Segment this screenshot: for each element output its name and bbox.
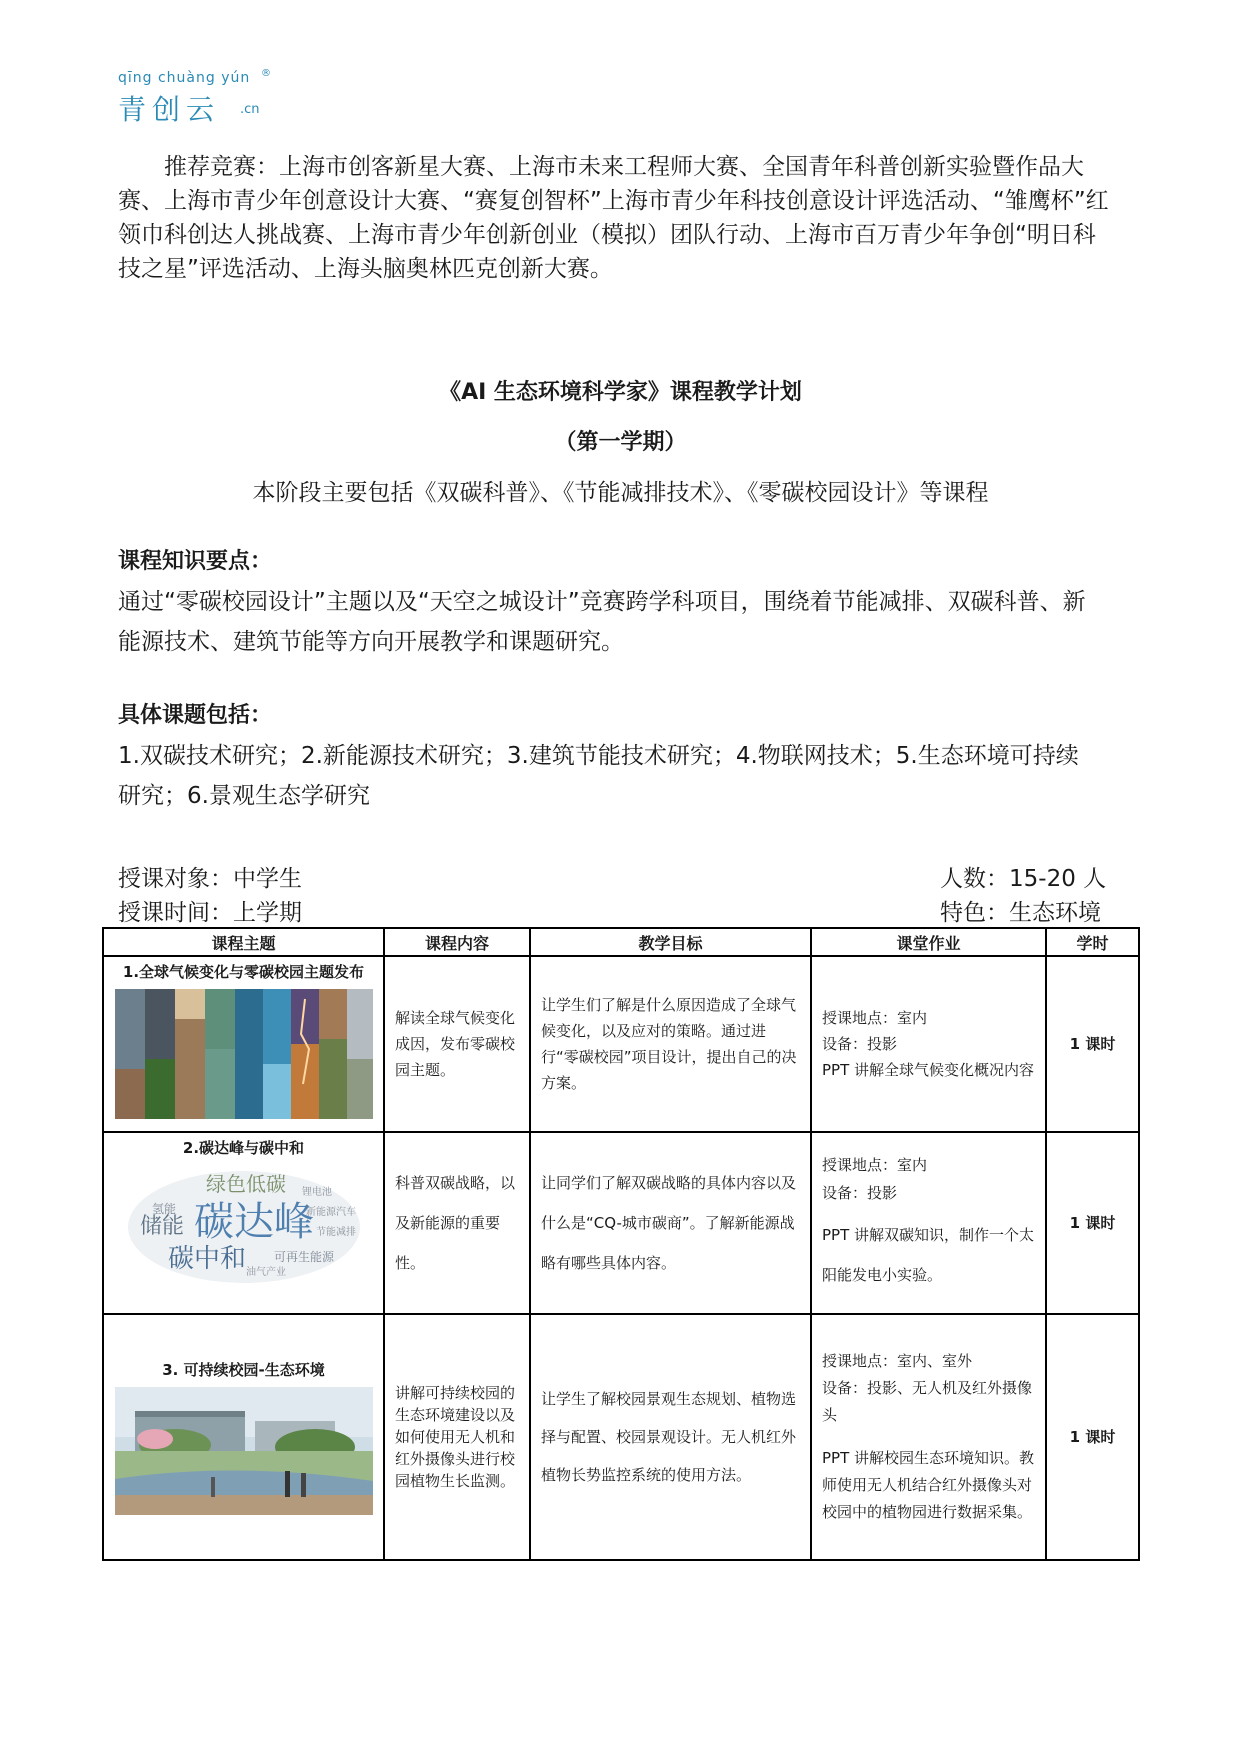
table-row (103, 956, 1139, 1132)
homework-line: PPT 讲解全球气候变化概况内容 (822, 1061, 1035, 1079)
header-content: 课程内容 (384, 928, 530, 956)
wordcloud-big: 碳达峰 (193, 1199, 314, 1245)
count-label: 人数：15-20 人 (940, 866, 1107, 892)
wordcloud-small: 新能源汽车 (305, 1207, 356, 1218)
homework-line: 授课地点：室内 (822, 1156, 928, 1174)
homework-line: 授课地点：室内 (822, 1009, 928, 1027)
header-hours: 学时 (1046, 928, 1139, 956)
table-header-row (103, 928, 1139, 956)
wordcloud-small: 氢能 (151, 1202, 176, 1216)
course-plan-table (102, 927, 1140, 1561)
row-homework (811, 956, 1046, 1132)
header-topic: 课程主题 (103, 928, 384, 956)
climate-collage-image (115, 989, 373, 1119)
wordcloud-mid2: 绿色低碳 (205, 1172, 286, 1196)
wordcloud-small: 可再生能源 (273, 1250, 334, 1264)
header-goal: 教学目标 (530, 928, 811, 956)
row-content: 科普双碳战略，以及新能源的重要性。 (384, 1132, 530, 1314)
homework-line: 设备：投影 (822, 1035, 898, 1053)
row-hours: 1 课时 (1046, 1132, 1139, 1314)
table-row (103, 1132, 1139, 1314)
row-homework (811, 1314, 1046, 1560)
row-hours: 1 课时 (1046, 956, 1139, 1132)
homework-line: 设备：投影 (822, 1184, 898, 1202)
wordcloud-small: 油气产业 (245, 1267, 286, 1278)
homework-line: 设备：投影、无人机及红外摄像头 (822, 1379, 1033, 1424)
audience-label: 授课对象：中学生 (118, 866, 302, 892)
feature-label: 特色：生态环境 (940, 900, 1101, 926)
row-content: 讲解可持续校园的生态环境建设以及如何使用无人机和红外摄像头进行校园植物生长监测。 (384, 1314, 530, 1560)
homework-line: PPT 讲解双碳知识，制作一个太阳能发电小实验。 (822, 1226, 1035, 1284)
table-row (103, 1314, 1139, 1560)
logo-text: 青创云 (118, 93, 221, 126)
wordcloud-mid1: 碳中和 (167, 1244, 246, 1274)
wordcloud-mid3: 储能 (139, 1214, 184, 1239)
page-title: 《AI 生态环境科学家》课程教学计划 (439, 380, 802, 405)
logo-registered-mark: ® (261, 68, 271, 79)
carbon-word-cloud-image (126, 1165, 362, 1285)
row-goal: 让学生们了解是什么原因造成了全球气候变化，以及应对的策略。通过进行“零碳校园”项目设计，提出自己的决方案。 (530, 956, 811, 1132)
homework-line: 授课地点：室内、室外 (822, 1352, 973, 1370)
topics-text: 1.双碳技术研究；2.新能源技术研究；3.建筑节能技术研究；4.物联网技术；5.生态环境可持续研究；6.景观生态学研究 (118, 743, 1079, 809)
brand-logo (118, 70, 278, 130)
homework-line: PPT 讲解校园生态环境知识。教师使用无人机结合红外摄像头对校园中的植物园进行数据采集。 (822, 1449, 1035, 1521)
logo-domain: .cn (240, 102, 260, 117)
row-homework (811, 1132, 1046, 1314)
header-homework: 课堂作业 (811, 928, 1046, 956)
row-hours: 1 课时 (1046, 1314, 1139, 1560)
row-goal: 让学生了解校园景观生态规划、植物选择与配置、校园景观设计。无人机红外植物长势监控系统的使用方法。 (530, 1314, 811, 1560)
row-topic: 1.全球气候变化与零碳校园主题发布 (122, 963, 365, 981)
semester-label: （第一学期） (554, 430, 687, 455)
knowledge-text: 通过“零碳校园设计”主题以及“天空之城设计”竞赛跨学科项目，围绕着节能减排、双碳科普、新能源技术、建筑节能等方向开展教学和课题研究。 (118, 589, 1086, 655)
knowledge-heading: 课程知识要点： (118, 549, 273, 574)
row-topic: 3. 可持续校园-生态环境 (162, 1361, 325, 1379)
row-content: 解读全球气候变化成因，发布零碳校园主题。 (384, 956, 530, 1132)
row-goal: 让同学们了解双碳战略的具体内容以及什么是“CQ-城市碳商”。了解新能源战略有哪些具体内容。 (530, 1132, 811, 1314)
topics-heading: 具体课题包括： (118, 703, 273, 728)
recommended-competitions: 推荐竞赛：上海市创客新星大赛、上海市未来工程师大赛、全国青年科普创新实验暨作品大赛、上海市青少年创意设计大赛、“赛复创智杯”上海市青少年科技创意设计评选活动、“雏鹰杯”红领巾科创达人挑战赛、上海市青少年创新创业（模拟）团队行动、上海市百万青少年争创“明日科技之星”评选活动、上海头脑奥林匹克创新大赛。 (118, 154, 1109, 282)
row-topic: 2.碳达峰与碳中和 (182, 1139, 305, 1157)
wordcloud-small: 锂电池 (301, 1187, 332, 1198)
logo-pinyin: qīng chuàng yún (118, 70, 251, 86)
wordcloud-small: 节能减排 (315, 1227, 356, 1238)
stage-summary: 本阶段主要包括《双碳科普》、《节能减排技术》、《零碳校园设计》等课程 (252, 480, 989, 506)
campus-rendering-image (115, 1387, 373, 1515)
time-label: 授课时间：上学期 (118, 900, 302, 926)
